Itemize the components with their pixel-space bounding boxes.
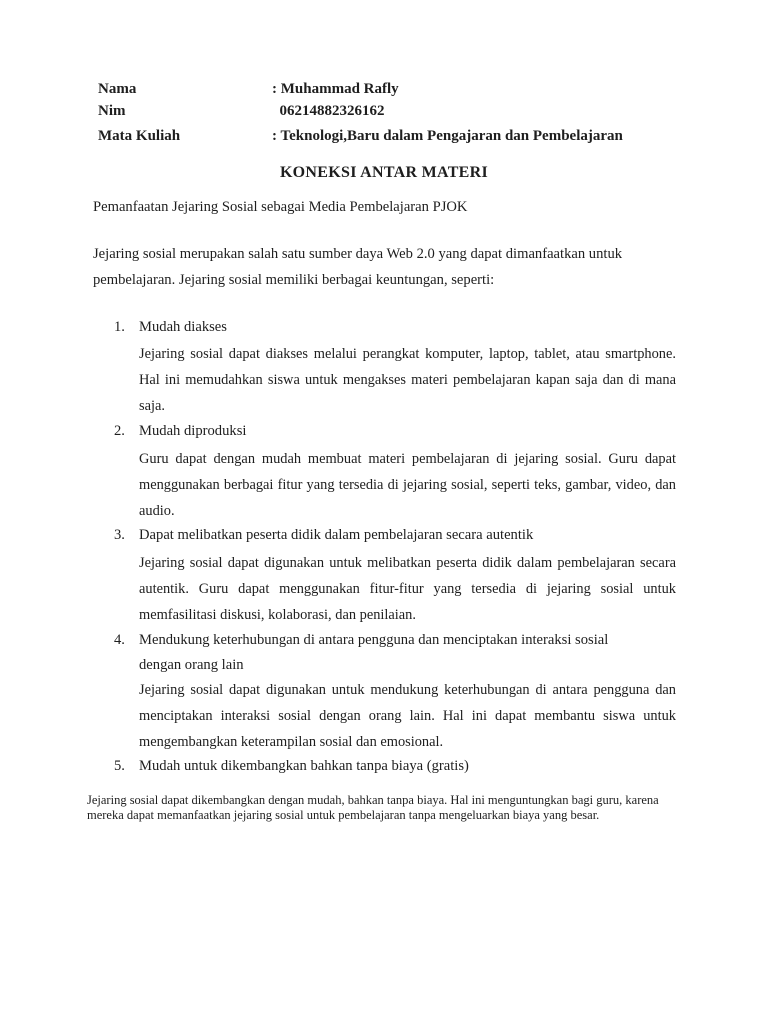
list-item-number: 3.: [114, 527, 125, 543]
list-item-number: 5.: [114, 758, 125, 774]
list-item-title: [114, 319, 227, 336]
closing-paragraph: Jejaring sosial dapat dikembangkan dengan mudah, bahkan tanpa biaya. Hal ini menguntungkan bagi guru, karena mereka dapat memanfaatkan jejaring sosial untuk pembelajaran tanpa mengeluarkan biaya yang besar.: [87, 793, 659, 822]
list-item-title-text: Mudah diakses: [139, 319, 227, 335]
list-item-number: 1.: [114, 319, 125, 335]
intro-line-2: pembelajaran. Jejaring sosial memiliki berbagai keuntungan, seperti:: [93, 272, 495, 288]
list-item-title-text: Dapat melibatkan peserta didik dalam pembelajaran secara autentik: [139, 527, 534, 543]
list-item-title: [114, 632, 608, 649]
info-label-mata-kuliah: Mata Kuliah: [98, 128, 181, 144]
document-title: KONEKSI ANTAR MATERI: [279, 164, 489, 181]
document-subtitle: Pemanfaatan Jejaring Sosial sebagai Media Pembelajaran PJOK: [93, 199, 468, 215]
list-item-body: Jejaring sosial dapat digunakan untuk melibatkan peserta didik dalam pembelajaran secara autentik. Guru dapat menggunakan fitur-fitur yang tersedia di jejaring sosial untuk memfasilitasi diskusi, kolaborasi, dan penilaian.: [139, 555, 676, 623]
info-label-nama: Nama: [98, 81, 137, 97]
list-item-number: 2.: [114, 423, 125, 439]
info-value-mata-kuliah: : Teknologi,Baru dalam Pengajaran dan Pembelajaran: [272, 128, 623, 144]
list-item-title: [114, 423, 246, 440]
list-item-body: Guru dapat dengan mudah membuat materi pembelajaran di jejaring sosial. Guru dapat menggunakan berbagai fitur yang tersedia di jejaring sosial, seperti teks, gambar, video, dan audio.: [139, 451, 676, 519]
list-item-body: Jejaring sosial dapat digunakan untuk mendukung keterhubungan di antara pengguna dan menciptakan interaksi sosial dengan orang lain. Hal ini dapat membantu siswa untuk mengembangkan keterampilan sosial dan emosional.: [139, 682, 676, 750]
info-label-nim: Nim: [98, 103, 126, 119]
info-value-nama: : Muhammad Rafly: [272, 81, 399, 97]
intro-line-1: Jejaring sosial merupakan salah satu sumber daya Web 2.0 yang dapat dimanfaatkan untuk: [93, 246, 623, 262]
info-value-nim: 06214882326162: [272, 103, 385, 119]
list-item-title-text: Mudah untuk dikembangkan bahkan tanpa biaya (gratis): [139, 758, 469, 774]
list-item-title: [114, 527, 533, 544]
list-item-title-text: Mudah diproduksi: [139, 423, 247, 439]
list-item-body: Jejaring sosial dapat diakses melalui perangkat komputer, laptop, tablet, atau smartphone. Hal ini memudahkan siswa untuk mengakses materi pembelajaran kapan saja dan di mana saja.: [139, 346, 676, 414]
list-item-number: 4.: [114, 632, 125, 648]
list-item-title-continued: dengan orang lain: [139, 657, 244, 673]
list-item-title: [114, 758, 469, 775]
list-item-title-text: Mendukung keterhubungan di antara pengguna dan menciptakan interaksi sosial: [139, 632, 609, 648]
